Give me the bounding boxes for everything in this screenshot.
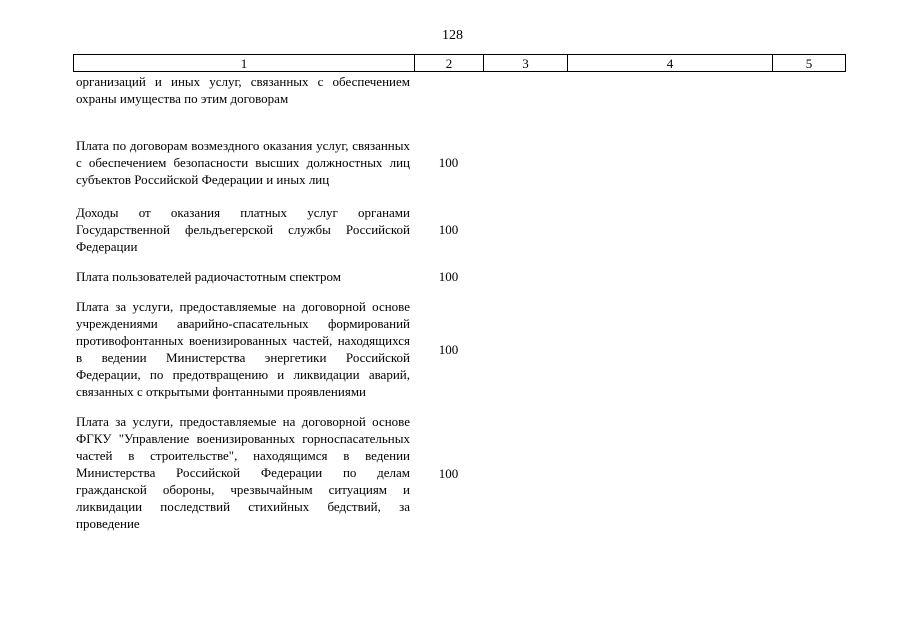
column-header-5: 5: [805, 55, 813, 71]
column-header-2: 2: [415, 55, 484, 71]
table-row: [76, 413, 846, 532]
row-value: 100: [438, 222, 459, 237]
table-row: [76, 73, 846, 125]
table-body: [76, 73, 846, 532]
row-value: 100: [438, 155, 459, 170]
column-header-1: 1: [74, 55, 415, 71]
row-name: Плата по договорам возмездного оказания услуг, связанных с обеспечением безопасности высших должностных лиц субъектов Российской Федерации и иных лиц: [76, 138, 410, 187]
table-row: [76, 137, 846, 188]
row-value: 100: [438, 341, 459, 357]
row-name: организаций и иных услуг, связанных с обеспечением охраны имущества по этим договорам: [76, 74, 410, 106]
page-number: 128: [442, 28, 463, 43]
table-row: [76, 204, 846, 255]
column-header-3: 3: [484, 55, 568, 71]
column-header-4: 4: [568, 55, 773, 71]
table-row: [76, 268, 846, 285]
row-name: Доходы от оказания платных услуг органами Государственной фельдъегерской службы Российской Федерации: [76, 205, 410, 254]
table-row: [76, 298, 846, 400]
row-name: Плата за услуги, предоставляемые на договорной основе ФГКУ "Управление военизированных горноспасательных частей в строительстве", находящимся в ведении Министерства Российской Федерации по делам гражданской обороны, чрезвычайным ситуациям и ликвидации последствий стихийных бедствий, за проведение: [76, 414, 410, 531]
table-column-header-row: [73, 54, 846, 72]
row-value: 100: [438, 269, 459, 284]
row-name: Плата пользователей радиочастотным спектром: [76, 269, 341, 284]
row-value: 100: [438, 466, 459, 481]
row-name: Плата за услуги, предоставляемые на договорной основе учреждениями аварийно-спасательных формирований противофонтанных военизированных частей, находящихся в ведении Министерства энергетики Российской Федерации, по предотвращению и ликвидации аварий, связанных с открытыми фонтанными проявлениями: [76, 299, 410, 399]
